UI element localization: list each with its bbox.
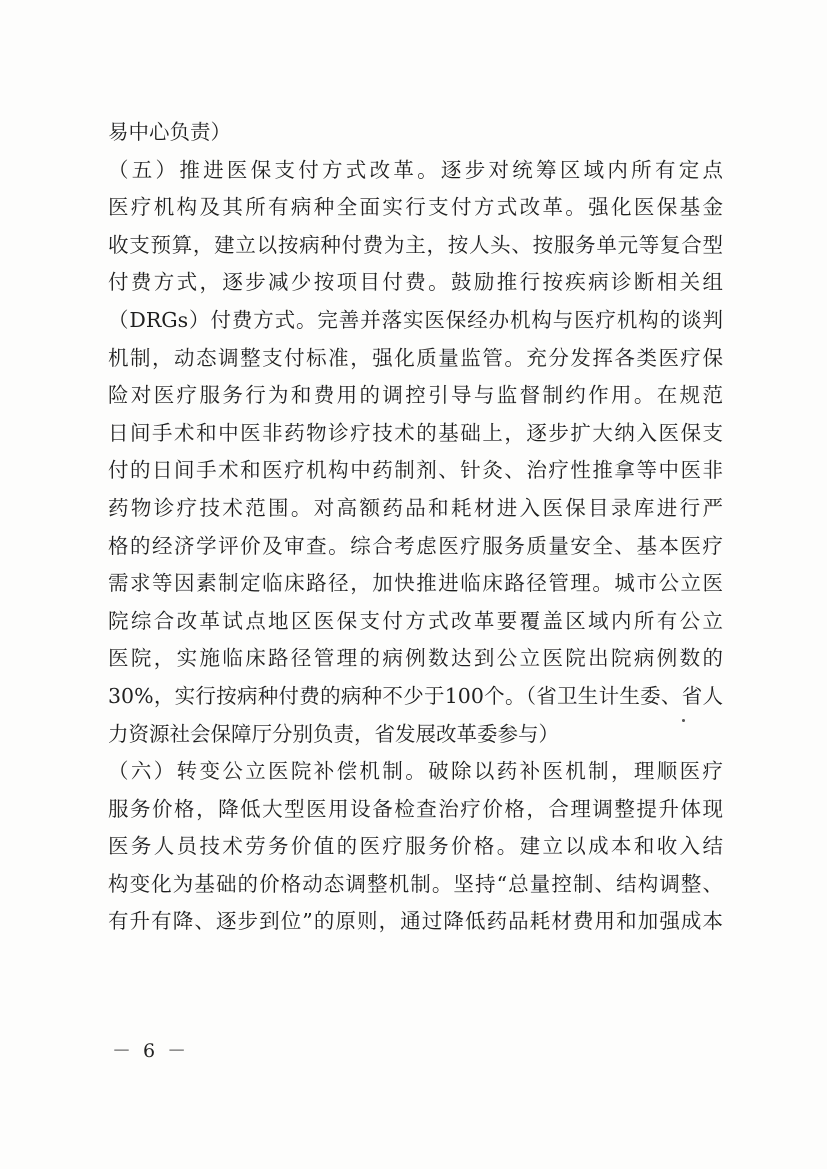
text-line: 力资源社会保障厅分别负责，省发展改革委参与） — [108, 721, 559, 746]
text-line: （DRGs）付费方式。完善并落实医保经办机构与医疗机构的谈判 — [108, 307, 723, 332]
text-line: 服务价格，降低大型医用设备检查治疗价格，合理调整提升体现 — [108, 796, 723, 821]
text-line: 收支预算，建立以按病种付费为主，按人头、按服务单元等复合型 — [108, 232, 723, 257]
page-number: － 6 － — [112, 1040, 190, 1062]
text-line: 日间手术和中医非药物诊疗技术的基础上，逐步扩大纳入医保支 — [108, 420, 723, 445]
text-line: 付费方式，逐步减少按项目付费。鼓励推行按疾病诊断相关组 — [108, 270, 723, 295]
text-line: 院综合改革试点地区医保支付方式改革要覆盖区域内所有公立 — [108, 608, 723, 633]
body-text — [108, 114, 723, 941]
text-line: 医疗机构及其所有病种全面实行支付方式改革。强化医保基金 — [108, 195, 723, 220]
text-line: 易中心负责） — [108, 120, 231, 144]
text-line: 机制，动态调整支付标准，强化质量监管。充分发挥各类医疗保 — [108, 345, 723, 370]
text-line: 构变化为基础的价格动态调整机制。坚持“总量控制、结构调整、 — [108, 871, 723, 896]
text-line: 有升有降、逐步到位”的原则，通过降低药品耗材费用和加强成本 — [108, 909, 723, 934]
text-line: 格的经济学评价及审查。综合考虑医疗服务质量安全、基本医疗 — [108, 533, 723, 558]
scan-speck — [682, 719, 685, 722]
text-line: 需求等因素制定临床路径，加快推进临床路径管理。城市公立医 — [108, 571, 723, 596]
text-line: 医务人员技术劳务价值的医疗服务价格。建立以成本和收入结 — [108, 834, 723, 859]
text-line: 药物诊疗技术范围。对高额药品和耗材进入医保目录库进行严 — [108, 495, 723, 520]
text-line: 医院，实施临床路径管理的病例数达到公立医院出院病例数的 — [108, 646, 723, 671]
text-line: 险对医疗服务行为和费用的调控引导与监督制约作用。在规范 — [108, 383, 723, 408]
text-line: （五）推进医保支付方式改革。逐步对统筹区域内所有定点 — [108, 157, 723, 182]
text-line: 30%，实行按病种付费的病种不少于100个。（省卫生计生委、省人 — [108, 683, 723, 708]
text-line: （六）转变公立医院补偿机制。破除以药补医机制，理顺医疗 — [108, 759, 723, 784]
text-line: 付的日间手术和医疗机构中药制剂、针灸、治疗性推拿等中医非 — [108, 458, 723, 483]
